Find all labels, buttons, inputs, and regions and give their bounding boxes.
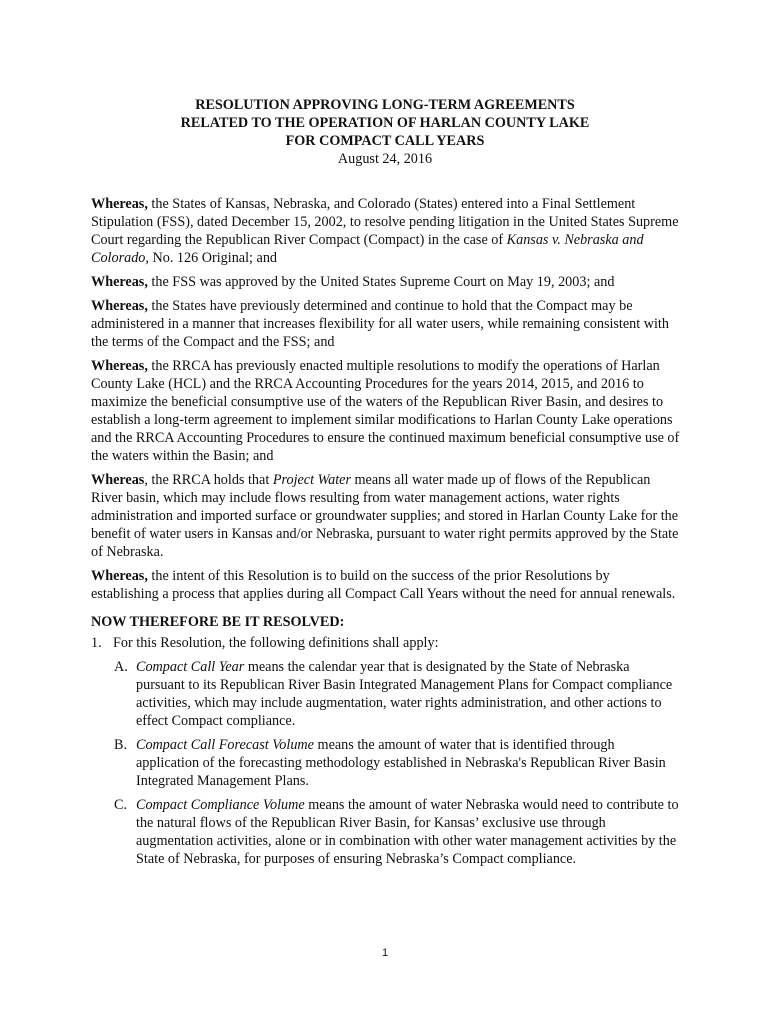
definition-text [136, 736, 681, 790]
paragraph-text: No. 126 Original; and [148, 250, 278, 266]
paragraph-text: , the RRCA holds that [144, 472, 273, 488]
whereas-label: Whereas, [91, 298, 148, 314]
page-number: 1 [381, 947, 389, 959]
paragraph-text: the intent of this Resolution is to build on the success of the prior Resolutions by establishing a process that applies during all Compact Call Years without the need for annual renewals. [91, 568, 676, 602]
definition-body: means the amount of water Nebraska would need to contribute to the natural flows of the Republican River Basin, for Kansas’ exclusive use through augmentation activities, alone or in combination with other water management activities by the State of Nebraska, for purposes of ensuring Nebraska’s Compact compliance. [136, 797, 679, 867]
whereas-paragraph-5 [91, 471, 681, 561]
paragraph-text: the States of Kansas, Nebraska, and Colorado (States) entered into a Final Settlement Stipulation (FSS), dated December 15, 2002, to resolve pending litigation in the United States Supreme Court regarding the Republican River Compact (Compact) in the case of [91, 196, 679, 248]
definition-text [136, 796, 681, 868]
whereas-paragraph-4 [91, 357, 681, 465]
defined-term: Project Water [272, 472, 351, 488]
document-title-line-2: RELATED TO THE OPERATION OF HARLAN COUNTY LAKE [180, 115, 590, 131]
paragraph-text: the States have previously determined and continue to hold that the Compact may be administered in a manner that increases flexibility for all water users, while remaining consistent with the terms of the Compact and the FSS; and [91, 298, 669, 350]
definition-label: C. [114, 797, 128, 813]
defined-term: Compact Call Forecast Volume [136, 737, 314, 753]
document-body [91, 195, 681, 874]
definition-label: A. [114, 659, 128, 675]
document-title-line-3: FOR COMPACT CALL YEARS [285, 133, 485, 149]
whereas-paragraph-3 [91, 297, 681, 351]
definition-body: means the calendar year that is designated by the State of Nebraska pursuant to its Republican River Basin Integrated Management Plans for Compact compliance activities, which may include augmentation, water rights administration, and other actions to effect Compact compliance. [136, 659, 673, 729]
definition-text [136, 658, 681, 730]
document-title-line-1: RESOLUTION APPROVING LONG-TERM AGREEMENTS [195, 97, 575, 113]
document-date: August 24, 2016 [337, 151, 433, 167]
whereas-label: Whereas, [91, 568, 148, 584]
case-name: Kansas v. Nebraska and Colorado, [91, 232, 644, 266]
defined-term: Compact Call Year [136, 659, 245, 675]
whereas-label: Whereas, [91, 358, 148, 374]
paragraph-text: the FSS was approved by the United States Supreme Court on May 19, 2003; and [147, 274, 615, 290]
paragraph-text: means all water made up of flows of the Republican River basin, which may include flows resulting from water management actions, water rights administration and imported surface or groundwater supplies; and stored in Harlan County Lake for the benefit of water users in Kansas and/or Nebraska, pursuant to water right permits approved by the State of Nebraska. [91, 472, 679, 560]
defined-term: Compact Compliance Volume [136, 797, 305, 813]
title-block [0, 96, 770, 168]
item-number: 1. [91, 635, 102, 651]
definition-c [114, 796, 681, 868]
numbered-item-1 [91, 634, 681, 652]
definition-body: means the amount of water that is identified through application of the forecasting methodology established in Nebraska's Republican River Basin Integrated Management Plans. [136, 737, 666, 789]
definition-a [114, 658, 681, 730]
paragraph-text: the RRCA has previously enacted multiple resolutions to modify the operations of Harlan County Lake (HCL) and the RRCA Accounting Procedures for the years 2014, 2015, and 2016 to maximize the beneficial consumptive use of the waters of the Republican River Basin, and desires to establish a long-term agreement to implement similar modifications to Harlan County Lake operations and the RRCA Accounting Procedures to ensure the continued maximum beneficial consumptive use of the waters within the Basin; and [91, 358, 680, 464]
item-text: For this Resolution, the following definitions shall apply: [113, 635, 439, 651]
whereas-paragraph-6 [91, 567, 681, 603]
definition-label: B. [114, 737, 128, 753]
whereas-paragraph-2 [91, 273, 681, 291]
whereas-label: Whereas, [91, 196, 148, 212]
whereas-paragraph-1 [91, 195, 681, 267]
definition-b [114, 736, 681, 790]
whereas-label: Whereas [91, 472, 145, 488]
whereas-label: Whereas, [91, 274, 148, 290]
resolved-heading: NOW THEREFORE BE IT RESOLVED: [91, 614, 345, 630]
